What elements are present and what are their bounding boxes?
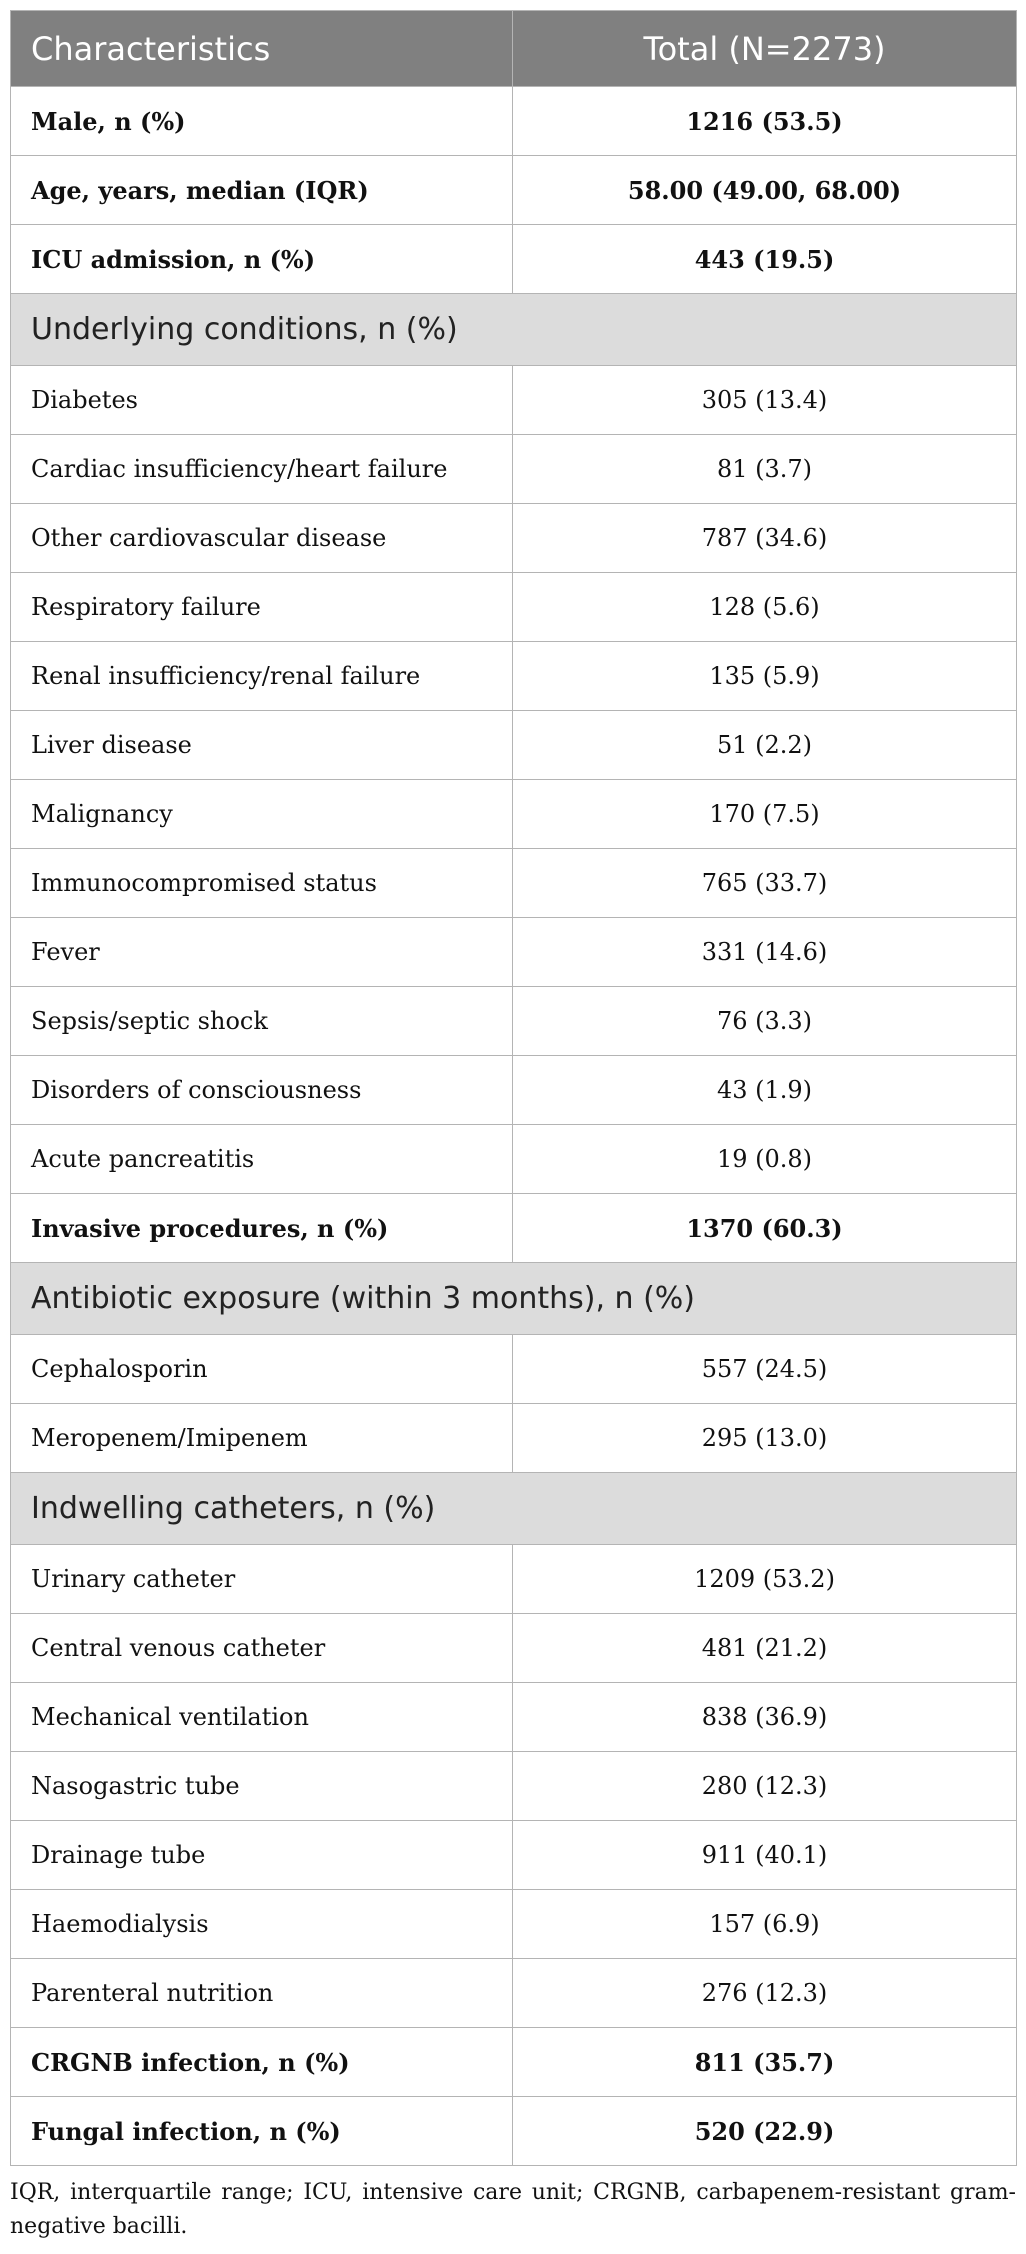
table-row xyxy=(11,573,1017,642)
row-value: 19 (0.8) xyxy=(513,1125,1017,1194)
row-label: Diabetes xyxy=(11,366,513,435)
table-row xyxy=(11,1335,1017,1404)
row-value: 1209 (53.2) xyxy=(513,1545,1017,1614)
row-label: Meropenem/Imipenem xyxy=(11,1404,513,1473)
row-value: 128 (5.6) xyxy=(513,573,1017,642)
row-value: 305 (13.4) xyxy=(513,366,1017,435)
row-value: 280 (12.3) xyxy=(513,1752,1017,1821)
row-label: Fever xyxy=(11,918,513,987)
row-label: Age, years, median (IQR) xyxy=(11,156,513,225)
row-label: Male, n (%) xyxy=(11,87,513,156)
table-row xyxy=(11,711,1017,780)
row-value: 81 (3.7) xyxy=(513,435,1017,504)
row-value: 295 (13.0) xyxy=(513,1404,1017,1473)
row-label: Other cardiovascular disease xyxy=(11,504,513,573)
row-label: Liver disease xyxy=(11,711,513,780)
row-value: 135 (5.9) xyxy=(513,642,1017,711)
row-value: 276 (12.3) xyxy=(513,1959,1017,2028)
row-label: Nasogastric tube xyxy=(11,1752,513,1821)
table-row xyxy=(11,1683,1017,1752)
table-row xyxy=(11,1194,1017,1263)
row-label: Haemodialysis xyxy=(11,1890,513,1959)
row-value: 58.00 (49.00, 68.00) xyxy=(513,156,1017,225)
row-value: 443 (19.5) xyxy=(513,225,1017,294)
section-header-label: Antibiotic exposure (within 3 months), n (%) xyxy=(11,1263,1017,1335)
section-header-row xyxy=(11,1263,1017,1335)
row-label: Sepsis/septic shock xyxy=(11,987,513,1056)
row-value: 911 (40.1) xyxy=(513,1821,1017,1890)
row-value: 811 (35.7) xyxy=(513,2028,1017,2097)
row-value: 765 (33.7) xyxy=(513,849,1017,918)
row-label: Fungal infection, n (%) xyxy=(11,2097,513,2166)
table-row xyxy=(11,156,1017,225)
table-footnote: IQR, interquartile range; ICU, intensive care unit; CRGNB, carbapenem-resistant gram-negative bacilli. xyxy=(10,2180,1016,2239)
table-row xyxy=(11,1890,1017,1959)
table-row xyxy=(11,780,1017,849)
row-label: Central venous catheter xyxy=(11,1614,513,1683)
table-row xyxy=(11,435,1017,504)
row-value: 1216 (53.5) xyxy=(513,87,1017,156)
table-row xyxy=(11,87,1017,156)
table-header-row xyxy=(11,11,1017,87)
row-label: Disorders of consciousness xyxy=(11,1056,513,1125)
row-label: Cardiac insufficiency/heart failure xyxy=(11,435,513,504)
row-label: Immunocompromised status xyxy=(11,849,513,918)
table-row xyxy=(11,1404,1017,1473)
table-row xyxy=(11,1614,1017,1683)
section-header-label: Underlying conditions, n (%) xyxy=(11,294,1017,366)
table-row xyxy=(11,225,1017,294)
row-label: Drainage tube xyxy=(11,1821,513,1890)
table-row xyxy=(11,642,1017,711)
table-row xyxy=(11,1056,1017,1125)
section-header-row xyxy=(11,294,1017,366)
row-value: 76 (3.3) xyxy=(513,987,1017,1056)
row-value: 481 (21.2) xyxy=(513,1614,1017,1683)
table-row xyxy=(11,1752,1017,1821)
row-value: 51 (2.2) xyxy=(513,711,1017,780)
row-value: 170 (7.5) xyxy=(513,780,1017,849)
table-row xyxy=(11,849,1017,918)
table-row xyxy=(11,987,1017,1056)
row-label: Cephalosporin xyxy=(11,1335,513,1404)
row-value: 157 (6.9) xyxy=(513,1890,1017,1959)
row-label: ICU admission, n (%) xyxy=(11,225,513,294)
table-row xyxy=(11,1545,1017,1614)
row-value: 787 (34.6) xyxy=(513,504,1017,573)
header-total: Total (N=2273) xyxy=(513,11,1017,87)
table-row xyxy=(11,1125,1017,1194)
row-value: 520 (22.9) xyxy=(513,2097,1017,2166)
row-value: 557 (24.5) xyxy=(513,1335,1017,1404)
row-label: Malignancy xyxy=(11,780,513,849)
table-row xyxy=(11,366,1017,435)
table-row xyxy=(11,504,1017,573)
row-label: Respiratory failure xyxy=(11,573,513,642)
row-label: Invasive procedures, n (%) xyxy=(11,1194,513,1263)
table-row xyxy=(11,918,1017,987)
table-row xyxy=(11,1821,1017,1890)
row-label: Renal insufficiency/renal failure xyxy=(11,642,513,711)
row-label: CRGNB infection, n (%) xyxy=(11,2028,513,2097)
row-value: 838 (36.9) xyxy=(513,1683,1017,1752)
row-label: Urinary catheter xyxy=(11,1545,513,1614)
table-row xyxy=(11,2097,1017,2166)
row-label: Acute pancreatitis xyxy=(11,1125,513,1194)
table-row xyxy=(11,2028,1017,2097)
section-header-row xyxy=(11,1473,1017,1545)
characteristics-table xyxy=(10,10,1017,2166)
table-body xyxy=(11,87,1017,2166)
table-container xyxy=(10,10,1016,2166)
row-value: 331 (14.6) xyxy=(513,918,1017,987)
section-header-label: Indwelling catheters, n (%) xyxy=(11,1473,1017,1545)
table-row xyxy=(11,1959,1017,2028)
row-value: 43 (1.9) xyxy=(513,1056,1017,1125)
row-label: Mechanical ventilation xyxy=(11,1683,513,1752)
header-characteristics: Characteristics xyxy=(11,11,513,87)
row-value: 1370 (60.3) xyxy=(513,1194,1017,1263)
row-label: Parenteral nutrition xyxy=(11,1959,513,2028)
